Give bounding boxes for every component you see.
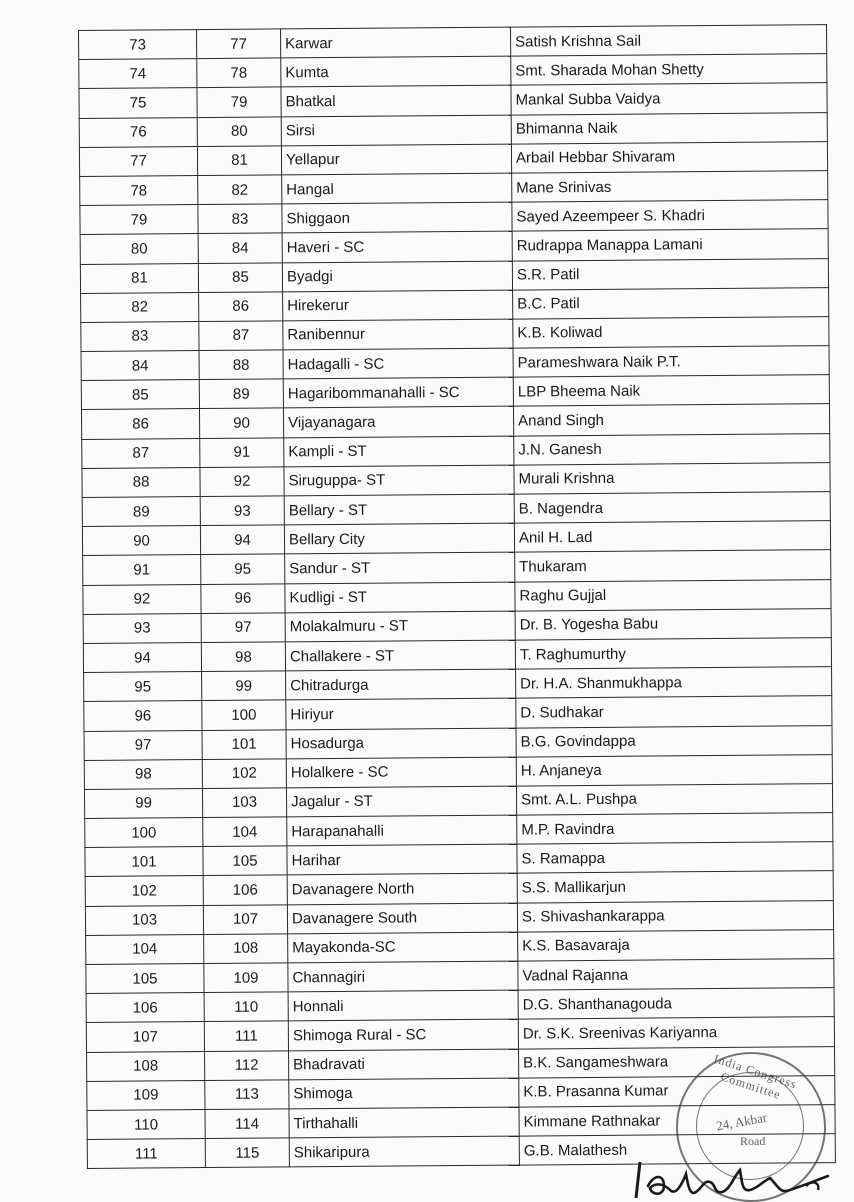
candidate-name-cell: J.N. Ganesh	[514, 433, 830, 465]
candidate-name-cell: S. Ramappa	[517, 842, 833, 874]
assembly-constituency-number-cell: 91	[200, 438, 284, 468]
candidate-name-cell: Smt. Sharada Mohan Shetty	[511, 54, 827, 86]
constituency-name-cell: Yellapur	[281, 144, 511, 175]
assembly-constituency-number-cell: 86	[199, 292, 283, 322]
assembly-constituency-number-cell: 94	[200, 525, 284, 555]
serial-number-cell: 83	[81, 321, 199, 351]
constituency-name-cell: Honnali	[288, 990, 518, 1021]
candidate-name-cell: Dr. H.A. Shanmukhappa	[516, 667, 832, 699]
serial-number-cell: 100	[85, 818, 203, 848]
constituency-name-cell: Kampli - ST	[284, 436, 514, 467]
candidate-name-cell: G.B. Malathesh	[519, 1134, 835, 1166]
handwritten-signature	[630, 1156, 840, 1200]
serial-number-cell: 82	[81, 292, 199, 322]
constituency-name-cell: Byadgi	[282, 261, 512, 292]
candidate-name-cell: D.G. Shanthanagouda	[518, 988, 834, 1020]
candidate-name-cell: K.S. Basavaraja	[518, 929, 834, 961]
stamp-top-text: India Congress Committee	[712, 1051, 799, 1102]
assembly-constituency-number-cell: 95	[201, 554, 285, 584]
candidate-name-cell: K.B. Koliwad	[513, 316, 829, 348]
candidate-name-cell: Thukaram	[515, 550, 831, 582]
serial-number-cell: 90	[82, 526, 200, 556]
constituency-name-cell: Bellary City	[284, 523, 514, 554]
stamp-address-line2: Road	[740, 1134, 766, 1148]
assembly-constituency-number-cell: 85	[198, 262, 282, 292]
assembly-constituency-number-cell: 105	[203, 846, 287, 876]
serial-number-cell: 75	[79, 88, 197, 118]
candidate-name-cell: Raghu Gujjal	[515, 579, 831, 611]
serial-number-cell: 85	[81, 380, 199, 410]
assembly-constituency-number-cell: 102	[202, 759, 286, 789]
assembly-constituency-number-cell: 90	[199, 408, 283, 438]
constituency-name-cell: Shikaripura	[289, 1136, 519, 1167]
constituency-name-cell: Kumta	[281, 56, 511, 87]
serial-number-cell: 97	[84, 730, 202, 760]
candidate-name-cell: B.C. Patil	[513, 287, 829, 319]
serial-number-cell: 76	[79, 117, 197, 147]
candidate-name-cell: Anand Singh	[513, 404, 829, 436]
constituency-name-cell: Haveri - SC	[282, 231, 512, 262]
constituency-name-cell: Hangal	[282, 173, 512, 204]
constituency-name-cell: Bellary - ST	[284, 494, 514, 525]
candidate-name-cell: Mane Srinivas	[512, 171, 828, 203]
constituency-name-cell: Davanagere South	[287, 903, 517, 934]
candidate-name-cell: Sayed Azeempeer S. Khadri	[512, 200, 828, 232]
serial-number-cell: 80	[80, 234, 198, 264]
serial-number-cell: 88	[82, 467, 200, 497]
assembly-constituency-number-cell: 81	[197, 146, 281, 176]
candidate-name-cell: Satish Krishna Sail	[510, 25, 826, 57]
constituency-name-cell: Siruguppa- ST	[284, 465, 514, 496]
serial-number-cell: 96	[84, 701, 202, 731]
constituency-name-cell: Harihar	[287, 844, 517, 875]
serial-number-cell: 105	[86, 964, 204, 994]
assembly-constituency-number-cell: 87	[199, 321, 283, 351]
assembly-constituency-number-cell: 80	[197, 116, 281, 146]
assembly-constituency-number-cell: 96	[201, 583, 285, 613]
serial-number-cell: 111	[87, 1139, 205, 1169]
candidate-name-cell: Vadnal Rajanna	[518, 959, 834, 991]
constituency-name-cell: Chitradurga	[286, 669, 516, 700]
serial-number-cell: 108	[87, 1051, 205, 1081]
serial-number-cell: 89	[82, 497, 200, 527]
stamp-address-line1: 24, Akbar	[715, 1109, 769, 1134]
assembly-constituency-number-cell: 93	[200, 496, 284, 526]
assembly-constituency-number-cell: 100	[202, 700, 286, 730]
constituency-name-cell: Challakere - ST	[285, 640, 515, 671]
assembly-constituency-number-cell: 109	[204, 963, 288, 993]
assembly-constituency-number-cell: 78	[197, 58, 281, 88]
assembly-constituency-number-cell: 83	[198, 204, 282, 234]
assembly-constituency-number-cell: 111	[204, 1021, 288, 1051]
serial-number-cell: 93	[83, 613, 201, 643]
serial-number-cell: 102	[85, 876, 203, 906]
serial-number-cell: 91	[83, 555, 201, 585]
candidate-name-cell: B. Nagendra	[514, 492, 830, 524]
serial-number-cell: 92	[83, 584, 201, 614]
serial-number-cell: 98	[84, 759, 202, 789]
serial-number-cell: 81	[80, 263, 198, 293]
assembly-constituency-number-cell: 115	[205, 1138, 289, 1168]
constituency-name-cell: Jagalur - ST	[286, 786, 516, 817]
candidate-name-cell: Murali Krishna	[514, 462, 830, 494]
assembly-constituency-number-cell: 112	[205, 1050, 289, 1080]
constituency-name-cell: Hiriyur	[286, 698, 516, 729]
assembly-constituency-number-cell: 88	[199, 350, 283, 380]
serial-number-cell: 110	[87, 1109, 205, 1139]
constituency-name-cell: Karwar	[280, 27, 510, 58]
constituency-name-cell: Kudligi - ST	[285, 582, 515, 613]
constituency-name-cell: Shimoga	[289, 1078, 519, 1109]
assembly-constituency-number-cell: 114	[205, 1109, 289, 1139]
candidate-table-body	[79, 25, 836, 1169]
assembly-constituency-number-cell: 98	[201, 642, 285, 672]
candidate-name-cell: D. Sudhakar	[516, 696, 832, 728]
constituency-name-cell: Tirthahalli	[289, 1107, 519, 1138]
candidate-name-cell: Anil H. Lad	[514, 521, 830, 553]
constituency-name-cell: Davanagere North	[287, 874, 517, 905]
constituency-name-cell: Hosadurga	[286, 728, 516, 759]
candidate-name-cell: H. Anjaneya	[516, 754, 832, 786]
assembly-constituency-number-cell: 92	[200, 467, 284, 497]
assembly-constituency-number-cell: 101	[202, 729, 286, 759]
candidate-name-cell: K.B. Prasanna Kumar	[519, 1075, 835, 1107]
serial-number-cell: 94	[83, 642, 201, 672]
assembly-constituency-number-cell: 84	[198, 233, 282, 263]
serial-number-cell: 101	[85, 847, 203, 877]
serial-number-cell: 77	[79, 146, 197, 176]
candidate-name-cell: Kimmane Rathnakar	[519, 1105, 835, 1137]
serial-number-cell: 109	[87, 1080, 205, 1110]
candidate-name-cell: S. Shivashankarappa	[517, 900, 833, 932]
constituency-name-cell: Ranibennur	[283, 319, 513, 350]
assembly-constituency-number-cell: 77	[197, 29, 281, 59]
assembly-constituency-number-cell: 82	[198, 175, 282, 205]
candidate-name-cell: Rudrappa Manappa Lamani	[512, 229, 828, 261]
assembly-constituency-number-cell: 113	[205, 1080, 289, 1110]
serial-number-cell: 104	[86, 934, 204, 964]
constituency-name-cell: Sandur - ST	[285, 552, 515, 583]
candidate-name-cell: S.R. Patil	[512, 258, 828, 290]
candidate-name-cell: B.K. Sangameshwara	[519, 1046, 835, 1078]
assembly-constituency-number-cell: 89	[199, 379, 283, 409]
constituency-name-cell: Mayakonda-SC	[288, 932, 518, 963]
constituency-name-cell: Shimoga Rural - SC	[288, 1019, 518, 1050]
serial-number-cell: 79	[80, 205, 198, 235]
candidate-name-cell: M.P. Ravindra	[517, 813, 833, 845]
serial-number-cell: 73	[79, 30, 197, 60]
assembly-constituency-number-cell: 104	[203, 817, 287, 847]
serial-number-cell: 103	[85, 905, 203, 935]
serial-number-cell: 78	[80, 176, 198, 206]
constituency-name-cell: Shiggaon	[282, 202, 512, 233]
constituency-name-cell: Bhadravati	[289, 1049, 519, 1080]
serial-number-cell: 99	[84, 788, 202, 818]
constituency-name-cell: Channagiri	[288, 961, 518, 992]
candidate-name-cell: Arbail Hebbar Shivaram	[511, 141, 827, 173]
serial-number-cell: 87	[82, 438, 200, 468]
serial-number-cell: 84	[81, 351, 199, 381]
constituency-name-cell: Harapanahalli	[287, 815, 517, 846]
assembly-constituency-number-cell: 97	[201, 613, 285, 643]
constituency-name-cell: Bhatkal	[281, 85, 511, 116]
serial-number-cell: 95	[84, 672, 202, 702]
candidate-name-cell: S.S. Mallikarjun	[517, 871, 833, 903]
constituency-name-cell: Hirekerur	[283, 290, 513, 321]
candidate-name-cell: Parameshwara Naik P.T.	[513, 346, 829, 378]
constituency-name-cell: Sirsi	[281, 115, 511, 146]
constituency-name-cell: Vijayanagara	[283, 407, 513, 438]
assembly-constituency-number-cell: 110	[204, 992, 288, 1022]
candidate-name-cell: LBP Bheema Naik	[513, 375, 829, 407]
candidate-name-cell: Dr. B. Yogesha Babu	[515, 608, 831, 640]
candidate-name-cell: T. Raghumurthy	[515, 638, 831, 670]
candidate-name-cell: Bhimanna Naik	[511, 112, 827, 144]
serial-number-cell: 106	[86, 993, 204, 1023]
serial-number-cell: 74	[79, 59, 197, 89]
assembly-constituency-number-cell: 107	[203, 905, 287, 935]
candidate-name-cell: Smt. A.L. Pushpa	[516, 783, 832, 815]
candidate-table	[78, 24, 836, 1169]
candidate-name-cell: Mankal Subba Vaidya	[511, 83, 827, 115]
constituency-name-cell: Holalkere - SC	[286, 757, 516, 788]
serial-number-cell: 86	[81, 409, 199, 439]
assembly-constituency-number-cell: 103	[202, 788, 286, 818]
assembly-constituency-number-cell: 79	[197, 87, 281, 117]
constituency-name-cell: Hadagalli - SC	[283, 348, 513, 379]
constituency-name-cell: Hagaribommanahalli - SC	[283, 377, 513, 408]
candidate-name-cell: B.G. Govindappa	[516, 725, 832, 757]
assembly-constituency-number-cell: 106	[203, 875, 287, 905]
candidate-name-cell: Dr. S.K. Sreenivas Kariyanna	[518, 1017, 834, 1049]
constituency-name-cell: Molakalmuru - ST	[285, 611, 515, 642]
serial-number-cell: 107	[86, 1022, 204, 1052]
assembly-constituency-number-cell: 99	[202, 671, 286, 701]
assembly-constituency-number-cell: 108	[204, 934, 288, 964]
